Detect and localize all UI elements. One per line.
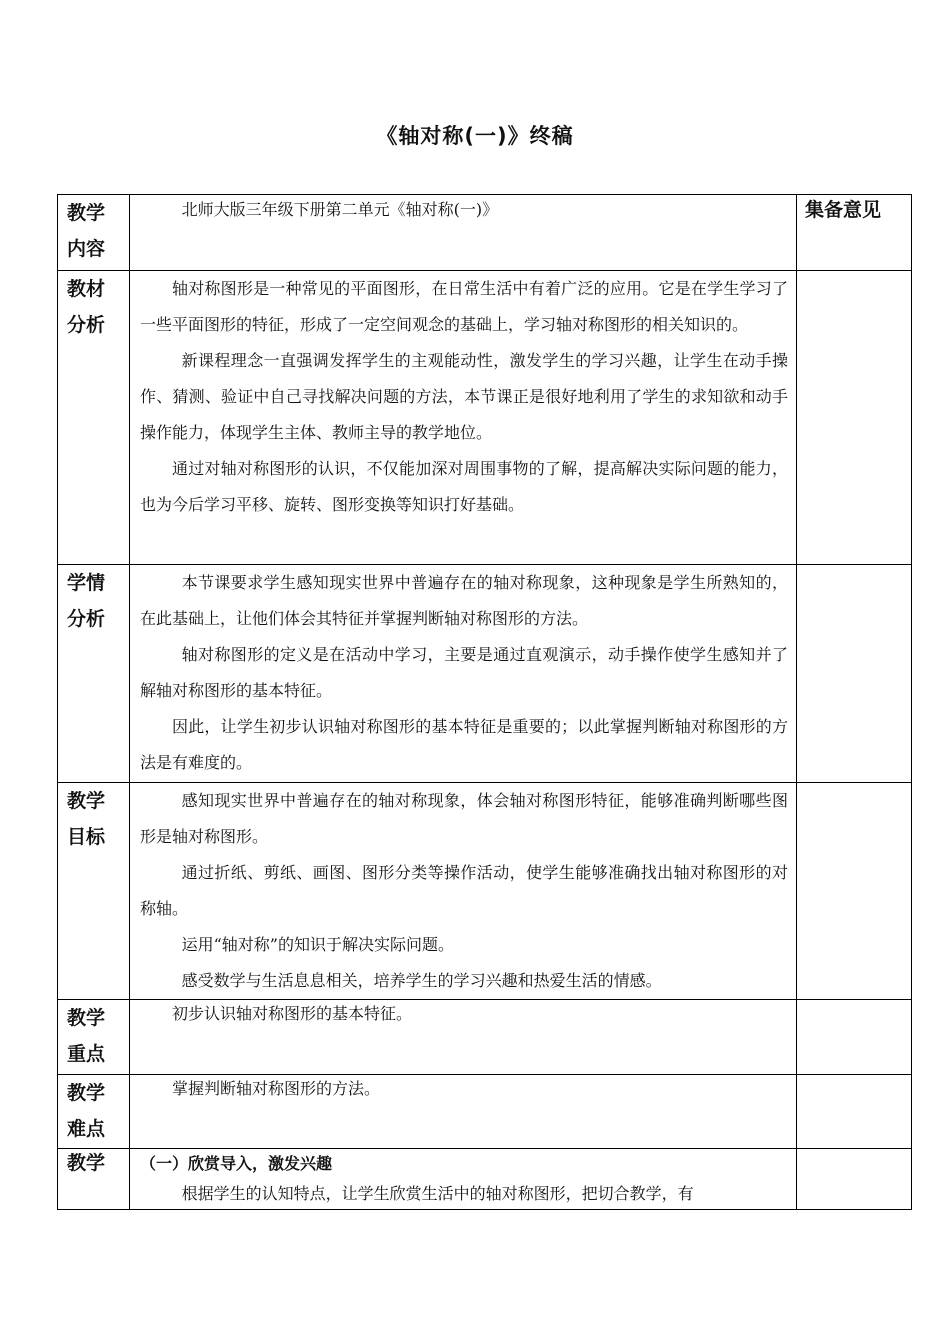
paragraph: 初步认识轴对称图形的基本特征。 <box>172 1004 413 1023</box>
label-line: 内容 <box>67 238 106 260</box>
label-line: 学情 <box>67 572 106 594</box>
row-teaching-difficulty <box>58 1075 912 1149</box>
paragraph: 感知现实世界中普遍存在的轴对称现象，体会轴对称图形特征，能够准确判断哪些图形是轴对称图形。 <box>140 791 788 846</box>
paragraph: 本节课要求学生感知现实世界中普遍存在的轴对称现象，这种现象是学生所熟知的，在此基础上，让他们体会其特征并掌握判断轴对称图形的方法。 <box>140 573 788 628</box>
content-teaching-process <box>130 1149 797 1210</box>
row-label-teaching-difficulty <box>58 1075 130 1149</box>
label-line: 重点 <box>67 1043 106 1065</box>
label-line: 难点 <box>67 1118 106 1140</box>
label-line: 目标 <box>67 826 106 848</box>
row-material-analysis <box>58 271 912 565</box>
row-teaching-content <box>58 195 912 271</box>
lesson-plan-table <box>57 194 912 1210</box>
content-teaching-content <box>130 195 797 271</box>
content-student-analysis <box>130 565 797 783</box>
content-teaching-difficulty <box>130 1075 797 1149</box>
paragraph: 根据学生的认知特点，让学生欣赏生活中的轴对称图形，把切合教学，有 <box>181 1184 694 1203</box>
paragraph: 运用“轴对称”的知识于解决实际问题。 <box>181 935 454 954</box>
opinion-cell <box>797 271 912 565</box>
row-label-teaching-process <box>58 1149 130 1210</box>
row-teaching-goals <box>58 783 912 1000</box>
content-teaching-goals <box>130 783 797 1000</box>
row-teaching-process <box>58 1149 912 1210</box>
row-label-student-analysis <box>58 565 130 783</box>
row-label-teaching-key-point <box>58 1000 130 1075</box>
row-teaching-key-point <box>58 1000 912 1075</box>
label-line: 教学 <box>67 1007 106 1029</box>
row-label-teaching-content <box>58 195 130 271</box>
row-label-teaching-goals <box>58 783 130 1000</box>
paragraph: 感受数学与生活息息相关，培养学生的学习兴趣和热爱生活的情感。 <box>181 971 662 990</box>
content-teaching-key-point <box>130 1000 797 1075</box>
label-line: 教学 <box>67 202 106 224</box>
document-title: 《轴对称(一)》终稿 <box>376 124 574 148</box>
paragraph: 轴对称图形是一种常见的平面图形，在日常生活中有着广泛的应用。它是在学生学习了一些平面图形的特征，形成了一定空间观念的基础上，学习轴对称图形的相关知识的。 <box>140 279 788 334</box>
label-line: 教学 <box>67 790 106 812</box>
opinion-header: 集备意见 <box>797 195 912 271</box>
content-material-analysis <box>130 271 797 565</box>
paragraph: 北师大版三年级下册第二单元《轴对称(一)》 <box>181 200 499 219</box>
paragraph: 通过对轴对称图形的认识，不仅能加深对周围事物的了解，提高解决实际问题的能力，也为今后学习平移、旋转、图形变换等知识打好基础。 <box>140 459 788 514</box>
opinion-cell <box>797 1000 912 1075</box>
section-subheading: （一）欣赏导入，激发兴趣 <box>140 1154 333 1173</box>
paragraph: 掌握判断轴对称图形的方法。 <box>172 1079 381 1098</box>
opinion-cell <box>797 565 912 783</box>
row-label-material-analysis <box>58 271 130 565</box>
paragraph: 轴对称图形的定义是在活动中学习，主要是通过直观演示，动手操作使学生感知并了解轴对称图形的基本特征。 <box>140 645 788 700</box>
label-line: 教学 <box>67 1082 106 1104</box>
opinion-cell <box>797 783 912 1000</box>
label-line: 分析 <box>67 608 106 630</box>
paragraph: 因此，让学生初步认识轴对称图形的基本特征是重要的；以此掌握判断轴对称图形的方法是有难度的。 <box>140 717 788 772</box>
paragraph: 通过折纸、剪纸、画图、图形分类等操作活动，使学生能够准确找出轴对称图形的对称轴。 <box>140 863 788 918</box>
paragraph: 新课程理念一直强调发挥学生的主观能动性，激发学生的学习兴趣，让学生在动手操作、猜测、验证中自己寻找解决问题的方法，本节课正是很好地利用了学生的求知欲和动手操作能力，体现学生主体、教师主导的教学地位。 <box>140 351 788 442</box>
label-line: 分析 <box>67 314 106 336</box>
opinion-cell <box>797 1075 912 1149</box>
opinion-cell <box>797 1149 912 1210</box>
label-line: 教学 <box>67 1152 106 1174</box>
label-line: 教材 <box>67 278 106 300</box>
row-student-analysis <box>58 565 912 783</box>
